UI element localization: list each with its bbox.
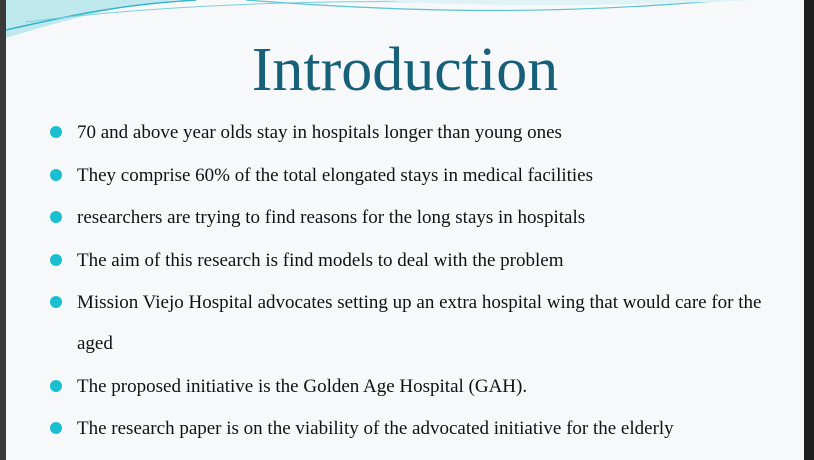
bullet-dot-icon [50, 211, 62, 223]
list-item [46, 282, 786, 364]
bullet-dot-icon [50, 380, 62, 392]
bullet-dot-icon [50, 254, 62, 266]
window-right-edge [804, 0, 814, 460]
list-item [46, 240, 786, 281]
list-item [46, 155, 786, 196]
bullet-dot-icon [50, 422, 62, 434]
bullet-dot-icon [50, 296, 62, 308]
bullet-text: Mission Viejo Hospital advocates setting up an extra hospital wing that would care for the aged [77, 292, 762, 354]
bullet-dot-icon [50, 126, 62, 138]
bullet-list [46, 112, 786, 451]
list-item [46, 408, 786, 449]
wave-fill-right [366, 0, 804, 5]
bullet-text: 70 and above year olds stay in hospitals longer than young ones [77, 122, 562, 143]
bullet-text: researchers are trying to find reasons for the long stays in hospitals [77, 207, 586, 228]
list-item [46, 366, 786, 407]
list-item [46, 197, 786, 238]
bullet-text: The aim of this research is find models to deal with the problem [77, 249, 564, 271]
slide-canvas [6, 0, 804, 460]
bullet-dot-icon [50, 169, 62, 181]
bullet-text: They comprise 60% of the total elongated stays in medical facilities [77, 164, 594, 186]
slide-title: Introduction [251, 36, 559, 104]
list-item [46, 112, 786, 153]
bullet-text: The research paper is on the viability of the advocated initiative for the elderly [77, 418, 674, 439]
bullet-text: The proposed initiative is the Golden Age Hospital (GAH). [77, 375, 528, 397]
